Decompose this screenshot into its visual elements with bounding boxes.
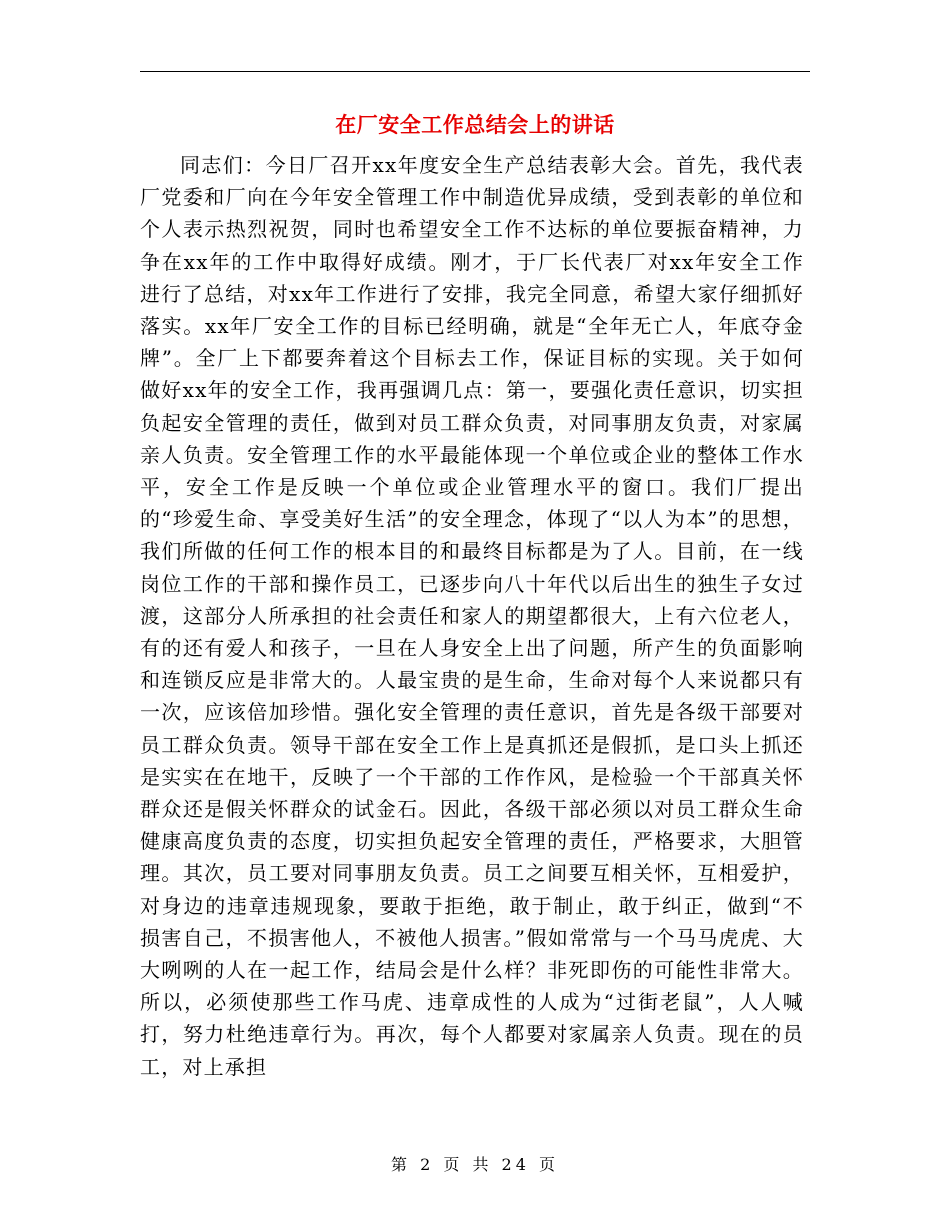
page-number-footer: 第 2 页 共 24 页 <box>391 1155 559 1174</box>
document-title: 在厂安全工作总结会上的讲话 <box>335 113 615 137</box>
header-rule <box>140 71 810 72</box>
body-paragraph: 同志们：今日厂召开xx年度安全生产总结表彰大会。首先，我代表厂党委和厂向在今年安全管理工作中制造优异成绩，受到表彰的单位和个人表示热烈祝贺，同时也希望安全工作不达标的单位要振奋精神，力争在xx年的工作中取得好成绩。刚才，于厂长代表厂对xx年安全工作进行了总结，对xx年工作进行了安排，我完全同意，希望大家仔细抓好落实。xx年厂安全工作的目标已经明确，就是“全年无亡人，年底夺金牌”。全厂上下都要奔着这个目标去工作，保证目标的实现。关于如何做好xx年的安全工作，我再强调几点：第一，要强化责任意识，切实担负起安全管理的责任，做到对员工群众负责，对同事朋友负责，对家属亲人负责。安全管理工作的水平最能体现一个单位或企业的整体工作水平，安全工作是反映一个单位或企业管理水平的窗口。我们厂提出的“珍爱生命、享受美好生活”的安全理念，体现了“以人为本”的思想，我们所做的任何工作的根本目的和最终目标都是为了人。目前，在一线岗位工作的干部和操作员工，已逐步向八十年代以后出生的独生子女过渡，这部分人所承担的社会责任和家人的期望都很大，上有六位老人，有的还有爱人和孩子，一旦在人身安全上出了问题，所产生的负面影响和连锁反应是非常大的。人最宝贵的是生命，生命对每个人来说都只有一次，应该倍加珍惜。强化安全管理的责任意识，首先是各级干部要对员工群众负责。领导干部在安全工作上是真抓还是假抓，是口头上抓还是实实在在地干，反映了一个干部的工作作风，是检验一个干部真关怀群众还是假关怀群众的试金石。因此，各级干部必须以对员工群众生命健康高度负责的态度，切实担负起安全管理的责任，严格要求，大胆管理。其次，员工要对同事朋友负责。员工之间要互相关怀，互相爱护，对身边的违章违规现象，要敢于拒绝，敢于制止，敢于纠正，做到“不损害自己，不损害他人，不被他人损害。”假如常常与一个马马虎虎、大大咧咧的人在一起工作，结局会是什么样？非死即伤的可能性非常大。所以，必须使那些工作马虎、违章成性的人成为“过街老鼠”，人人喊打，努力杜绝违章行为。再次，每个人都要对家属亲人负责。现在的员工，对上承担 <box>140 153 804 1079</box>
